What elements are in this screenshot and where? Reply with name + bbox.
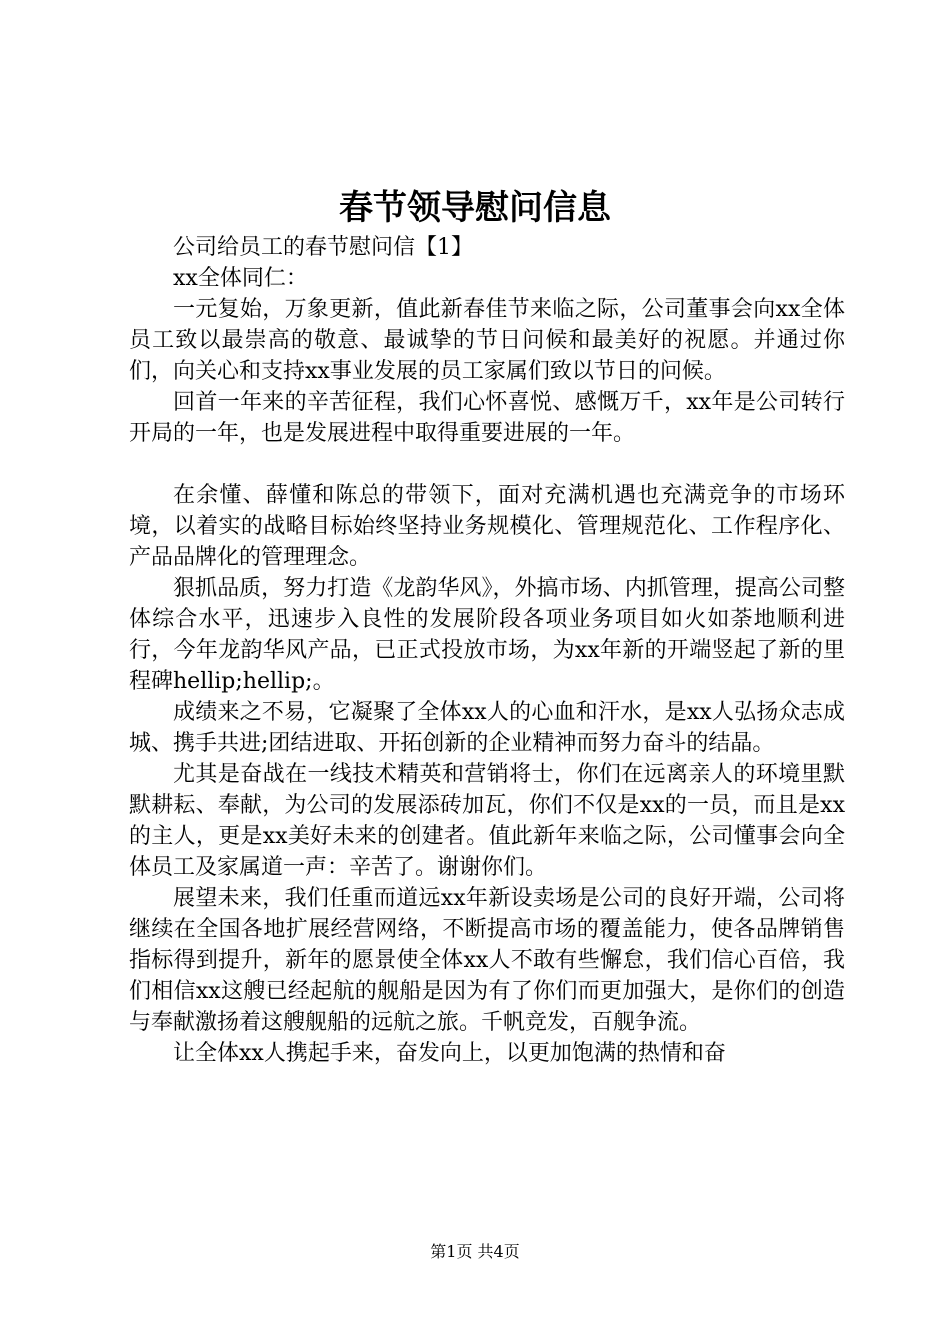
document-title: 春节领导慰问信息 <box>339 188 611 228</box>
paragraph-salutation: xx全体同仁： <box>173 266 308 291</box>
paragraph: 展望未来，我们任重而道远xx年新设卖场是公司的良好开端，公司将继续在全国各地扩展经营网络，不断提高市场的覆盖能力，使各品牌销售指标得到提升，新年的愿景使全体xx人不敢有些懈怠，我们信心百倍，我们相信xx这艘已经起航的舰船是因为有了你们而更加强大，是你们的创造与奉献激扬着这艘舰船的远航之旅。千帆竞发，百舰争流。 <box>129 886 845 1035</box>
paragraph: 成绩来之不易，它凝聚了全体xx人的心血和汗水，是xx人弘扬众志成城、携手共进;团结进取、开拓创新的企业精神而努力奋斗的结晶。 <box>129 700 845 756</box>
paragraph: 一元复始，万象更新，值此新春佳节来临之际，公司董事会向xx全体员工致以最崇高的敬意、最诚挚的节日问候和最美好的祝愿。并通过你们，向关心和支持xx事业发展的员工家属们致以节日的问候。 <box>129 297 845 384</box>
paragraph: 让全体xx人携起手来，奋发向上，以更加饱满的热情和奋 <box>173 1041 726 1066</box>
paragraph: 回首一年来的辛苦征程，我们心怀喜悦、感慨万千，xx年是公司转行开局的一年，也是发展进程中取得重要进展的一年。 <box>129 390 845 446</box>
paragraph: 狠抓品质，努力打造《龙韵华风》，外搞市场、内抓管理，提高公司整体综合水平，迅速步入良性的发展阶段各项业务项目如火如荼地顺利进行，今年龙韵华风产品，已正式投放市场，为xx年新的开端竖起了新的里程碑hellip;hellip;。 <box>129 576 845 694</box>
page-number-footer: 第1页 共4页 <box>430 1242 520 1261</box>
paragraph-subtitle: 公司给员工的春节慰问信【1】 <box>173 235 473 260</box>
document-body <box>129 232 845 1069</box>
paragraph: 在余懂、薛懂和陈总的带领下，面对充满机遇也充满竞争的市场环境，以着实的战略目标始终坚持业务规模化、管理规范化、工作程序化、产品品牌化的管理理念。 <box>129 483 845 570</box>
paragraph: 尤其是奋战在一线技术精英和营销将士，你们在远离亲人的环境里默默耕耘、奉献，为公司的发展添砖加瓦，你们不仅是xx的一员，而且是xx的主人，更是xx美好未来的创建者。值此新年来临之际，公司懂事会向全体员工及家属道一声：辛苦了。谢谢你们。 <box>129 762 845 880</box>
